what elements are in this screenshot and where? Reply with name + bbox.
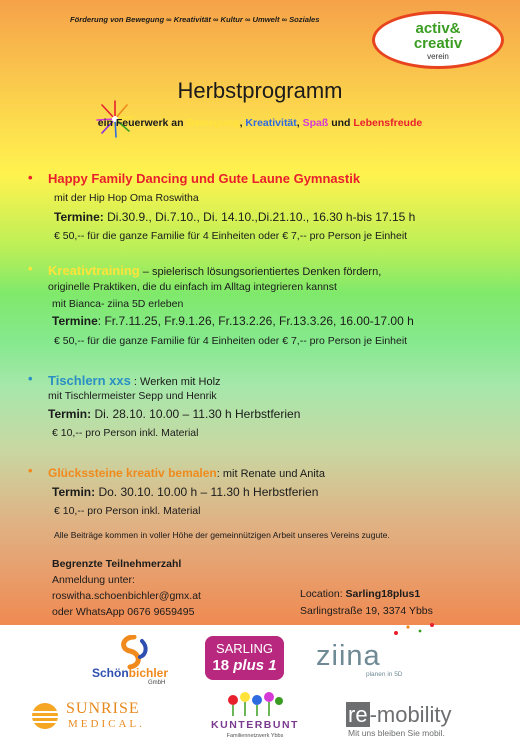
- price-line: € 50,-- für die ganze Familie für 4 Einheiten oder € 7,-- pro Person je Einheit: [54, 335, 408, 347]
- subtitle-word-spass: Spaß: [302, 117, 329, 129]
- subtitle-sep-1: ,: [239, 117, 246, 129]
- bullet-icon: •: [28, 170, 33, 185]
- limited-participants-heading: Begrenzte Teilnehmerzahl: [52, 558, 182, 570]
- sarling-line-2b: plus 1: [233, 657, 277, 674]
- subtitle-pre: ein Feuerwerk an: [97, 117, 184, 129]
- section-heading-row: [48, 372, 221, 390]
- price-line: € 10,-- pro Person inkl. Material: [54, 505, 201, 517]
- contact-whatsapp: oder WhatsApp 0676 9659495: [52, 606, 195, 618]
- location-label: Location:: [300, 588, 346, 600]
- termin-label: Termine: [52, 314, 98, 328]
- bullet-icon: •: [28, 371, 33, 386]
- location-block: [300, 586, 433, 620]
- termin-label: Termine:: [54, 210, 104, 224]
- sponsor-sarling-logo: [205, 636, 284, 680]
- sarling-line-2: [205, 657, 284, 674]
- activ-creativ-logo: [372, 11, 504, 69]
- sponsor-schoenbichler-logo: [92, 635, 182, 685]
- section-heading: Glückssteine kreativ bemalen: [48, 466, 217, 480]
- subtitle-sep-3: und: [328, 117, 354, 129]
- contact-email[interactable]: roswitha.schoenbichler@gmx.at: [52, 590, 201, 602]
- subtitle-word-kreativitaet: Kreativität: [245, 117, 297, 129]
- subtitle: [0, 117, 520, 129]
- sarling-line-1: SARLING: [215, 641, 274, 656]
- price-line: € 10,-- pro Person inkl. Material: [52, 427, 199, 439]
- section-heading: Kreativtraining: [48, 263, 140, 278]
- page-title: Herbstprogramm: [177, 78, 343, 103]
- kunterbunt-name: KUNTERBUNT: [211, 719, 299, 731]
- ziina-name: ziina: [316, 640, 381, 672]
- sponsor-bar: [0, 625, 520, 751]
- sponsor-sunrise-logo: [30, 699, 180, 733]
- kunterbunt-flowers-icon: [225, 691, 285, 717]
- registration-label: Anmeldung unter:: [52, 574, 135, 586]
- schoenbichler-name-b: bichler: [128, 666, 169, 680]
- schoenbichler-name: [92, 666, 168, 680]
- section-heading-rest: : mit Renate und Anita: [216, 468, 325, 480]
- termin-label: Termin:: [52, 485, 96, 499]
- section-line: originelle Praktiken, die du einfach im Alltag integrieren kannst: [48, 281, 337, 293]
- decorative-dots-icon: [392, 621, 442, 637]
- section-heading-row: [48, 464, 325, 482]
- sunrise-sun-icon: [30, 701, 60, 731]
- sponsor-ziina-logo: [316, 641, 416, 681]
- section-heading-rest: – spielerisch lösungsorientiertes Denken fördern,: [139, 266, 382, 278]
- tagline: Förderung von Bewegung ∞ Kreativität ∞ Kultur ∞ Umwelt ∞ Soziales: [70, 15, 320, 24]
- section-heading: Tischlern xxs: [48, 373, 131, 388]
- subtitle-word-lebensfreude: Lebensfreude: [353, 117, 423, 129]
- subtitle-sep-2: ,: [296, 117, 303, 129]
- sponsor-remobility-logo: [346, 703, 486, 739]
- schoenbichler-sub: GmbH: [148, 680, 166, 686]
- kunterbunt-sub: Familiennetzwerk Ybbs: [226, 733, 284, 739]
- termin-row: [52, 314, 414, 328]
- sunrise-line-1: SUNRISE: [66, 700, 140, 717]
- sarling-line-2a: 18: [212, 657, 234, 674]
- remobility-name-a: re: [348, 702, 368, 727]
- subtitle-word-bewegung: Bewegung: [186, 117, 240, 129]
- termin-row: [52, 485, 318, 499]
- section-line: mit Bianca- ziina 5D erleben: [52, 298, 184, 310]
- price-line: € 50,-- für die ganze Familie für 4 Einheiten oder € 7,-- pro Person je Einheit: [54, 230, 408, 242]
- termin-value: Di. 28.10. 10.00 – 11.30 h Herbstferien: [91, 407, 301, 421]
- sponsor-kunterbunt-logo: [205, 691, 305, 745]
- termin-label: Termin:: [48, 407, 92, 421]
- termin-value: : Fr.7.11.25, Fr.9.1.26, Fr.13.2.26, Fr.13.3.26, 16.00-17.00 h: [97, 314, 414, 328]
- termin-row: [54, 210, 415, 224]
- ziina-sub: planen in 5D: [366, 671, 403, 678]
- contact-block: [52, 556, 201, 620]
- location-name: Sarling18plus1: [345, 588, 421, 600]
- termin-row: [48, 407, 300, 421]
- termin-value: Do. 30.10. 10.00 h – 11.30 h Herbstferien: [95, 485, 319, 499]
- section-heading-rest: : Werken mit Holz: [130, 376, 221, 388]
- schoenbichler-name-a: Schön: [92, 666, 129, 680]
- schoenbichler-swirl-icon: [116, 635, 152, 669]
- logo-line-3: verein: [427, 52, 449, 61]
- bullet-icon: •: [28, 261, 33, 276]
- remobility-sub: Mit uns bleiben Sie mobil.: [348, 728, 445, 738]
- termin-value: Di.30.9., Di.7.10., Di. 14.10.,Di.21.10., 16.30 h-bis 17.15 h: [103, 210, 416, 224]
- bullet-icon: •: [28, 463, 33, 478]
- remobility-name-b: -mobility: [369, 702, 452, 727]
- section-heading: Happy Family Dancing und Gute Laune Gymnastik: [48, 171, 361, 186]
- location-address: Sarlingstraße 19, 3374 Ybbs: [300, 605, 433, 617]
- section-line: mit Tischlermeister Sepp und Henrik: [48, 390, 217, 402]
- logo-line-2: creativ: [413, 35, 463, 52]
- funding-note: Alle Beiträge kommen in voller Höhe der gemeinnützigen Arbeit unseres Vereins zugute.: [54, 530, 390, 540]
- sunrise-line-2: MEDICAL.: [68, 718, 145, 730]
- section-line: mit der Hip Hop Oma Roswitha: [54, 192, 199, 204]
- remobility-name: [346, 703, 451, 727]
- location-line: [300, 586, 433, 603]
- section-heading-row: [48, 262, 381, 280]
- logo-line-1: activ&: [415, 20, 461, 37]
